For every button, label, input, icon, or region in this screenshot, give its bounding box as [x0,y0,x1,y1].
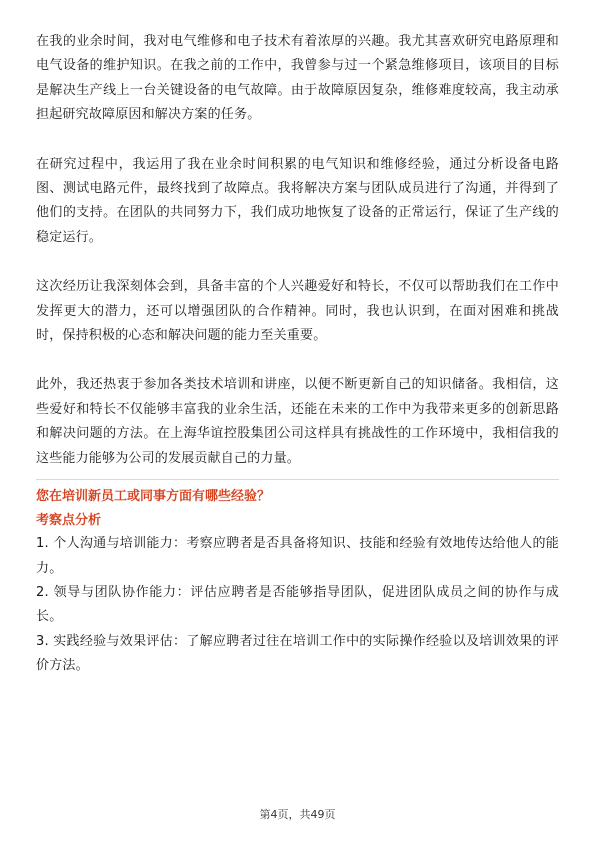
body-paragraph: 在研究过程中，我运用了我在业余时间积累的电气知识和维修经验，通过分析设备电路图、测试电路元件，最终找到了故障点。我将解决方案与团队成员进行了沟通，并得到了他们的支持。在团队的共同努力下，我们成功地恢复了设备的正常运行，保证了生产线的稳定运行。 [36,156,559,245]
body-paragraph: 这次经历让我深刻体会到，具备丰富的个人兴趣爱好和特长，不仅可以帮助我们在工作中发挥更大的潜力，还可以增强团队的合作精神。同时，我也认识到，在面对困难和挑战时，保持积极的心态和解决问题的能力至关重要。 [36,279,559,344]
analysis-list [36,532,559,678]
list-item: 1. 个人沟通与培训能力：考察应聘者是否具备将知识、技能和经验有效地传达给他人的能力。 [36,536,559,576]
body-paragraph: 在我的业余时间，我对电气维修和电子技术有着浓厚的兴趣。我尤其喜欢研究电路原理和电气设备的维护知识。在我之前的工作中，我曾参与过一个紧急维修项目，该项目的目标是解决生产线上一台关键设备的电气故障。由于故障原因复杂，维修难度较高，我主动承担起研究故障原因和解决方案的任务。 [36,34,559,123]
analysis-heading: 考察点分析 [36,513,102,529]
question-heading: 您在培训新员工或同事方面有哪些经验？ [36,489,271,505]
body-paragraph: 此外，我还热衷于参加各类技术培训和讲座，以便不断更新自己的知识储备。我相信，这些爱好和特长不仅能够丰富我的业余生活，还能在未来的工作中为我带来更多的创新思路和解决问题的方法。在上海华谊控股集团公司这样具有挑战性的工作环境中，我相信我的这些能力能够为公司的发展贡献自己的力量。 [36,377,559,466]
list-item: 2. 领导与团队协作能力：评估应聘者是否能够指导团队，促进团队成员之间的协作与成长。 [36,584,559,625]
page-number: 第4页，共49页 [259,808,336,821]
list-item: 3. 实践经验与效果评估：了解应聘者过往在培训工作中的实际操作经验以及培训效果的评价方法。 [36,633,559,674]
section-divider [36,479,559,480]
document-page [36,30,559,679]
